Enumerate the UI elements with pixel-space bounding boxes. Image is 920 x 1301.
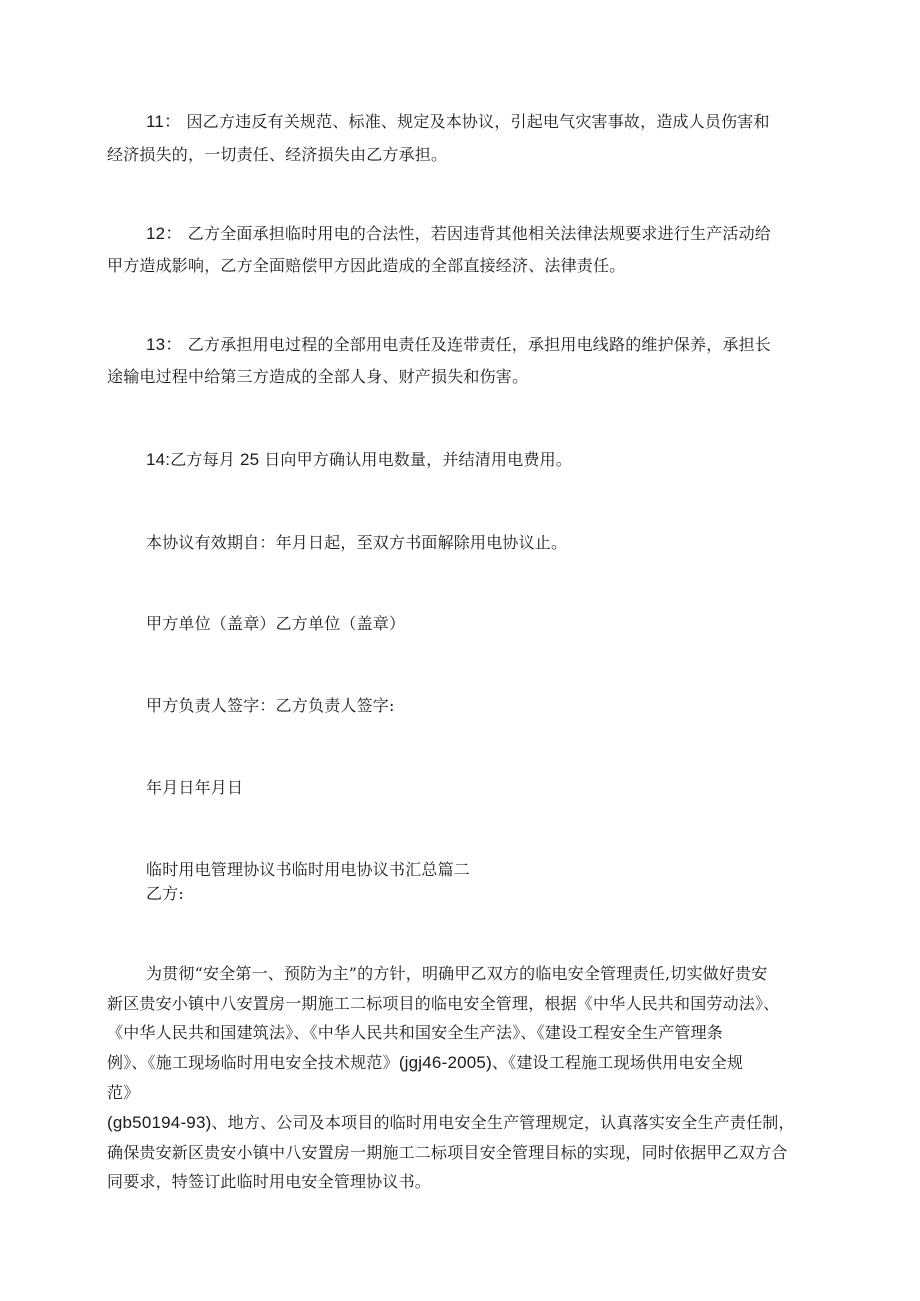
clause-14-day: 25	[235, 450, 265, 469]
intro-line-4	[107, 1053, 743, 1073]
clause-11-text-1: 因乙方违反有关规范、标准、规定及本协议，引起电气灾害事故，造成人员伤害和	[181, 112, 770, 131]
clause-14-text-b: 日向甲方确认用电数量，并结清用电费用。	[264, 450, 573, 469]
intro-line-6	[107, 1113, 795, 1133]
clause-13-line-1	[146, 335, 771, 355]
clause-11-line-2: 经济损失的，一切责任、经济损失由乙方承担。	[107, 145, 448, 164]
intro-line-3: 《中华人民共和国建筑法》、《中华人民共和国安全生产法》、《建设工程安全生产管理条	[107, 1023, 724, 1042]
intro-line-1: 为贯彻“安全第一、预防为主”的方针，明确甲乙双方的临电安全管理责任,切实做好贵安	[146, 964, 768, 983]
clause-13-text-1: 乙方承担用电过程的全部用电责任及连带责任，承担用电线路的维护保养，承担长	[182, 335, 772, 354]
date-line: 年月日年月日	[146, 778, 244, 797]
jgj-code: (jgj46-2005)	[398, 1053, 492, 1072]
clause-11-line-1	[146, 112, 770, 132]
gb-code: (gb50194-93)	[107, 1113, 212, 1132]
clause-11-number: 11：	[146, 112, 182, 131]
clause-14-line	[146, 450, 572, 470]
intro-line-4-text-a: 例》、《施工现场临时用电安全技术规范》	[107, 1053, 399, 1072]
seal-line: 甲方单位（盖章）乙方单位（盖章）	[146, 614, 406, 633]
intro-line-5: 范》	[107, 1083, 140, 1102]
clause-14-text-a: 乙方每月	[170, 450, 236, 469]
clause-12-line-2: 甲方造成影响，乙方全面赔偿甲方因此造成的全部直接经济、法律责任。	[107, 256, 626, 275]
validity-line: 本协议有效期自：年月日起，至双方书面解除用电协议止。	[146, 533, 568, 552]
signature-line: 甲方负责人签字：乙方负责人签字:	[146, 696, 395, 715]
party-b-label: 乙方:	[146, 884, 184, 903]
clause-13-line-2: 途输电过程中给第三方造成的全部人身、财产损失和伤害。	[107, 367, 529, 386]
section-title: 临时用电管理协议书临时用电协议书汇总篇二	[146, 860, 471, 879]
clause-12-text-1: 乙方全面承担临时用电的合法性，若因违背其他相关法律法规要求进行生产活动给	[182, 224, 772, 243]
intro-line-2: 新区贵安小镇中八安置房一期施工二标项目的临电安全管理，根据《中华人民共和国劳动法》、	[107, 994, 780, 1013]
intro-line-8: 同要求，特签订此临时用电安全管理协议书。	[107, 1172, 432, 1191]
intro-line-7: 确保贵安新区贵安小镇中八安置房一期施工二标项目安全管理目标的实现，同时依据甲乙双方合	[107, 1143, 788, 1162]
intro-line-6-text: 、地方、公司及本项目的临时用电安全生产管理规定，认真落实安全生产责任制，	[211, 1113, 795, 1132]
intro-line-4-text-b: 、《建设工程施工现场供用电安全规	[491, 1053, 744, 1072]
clause-13-number: 13：	[146, 335, 183, 354]
clause-12-line-1	[146, 224, 771, 244]
clause-14-number: 14:	[146, 450, 171, 469]
clause-12-number: 12：	[146, 224, 183, 243]
